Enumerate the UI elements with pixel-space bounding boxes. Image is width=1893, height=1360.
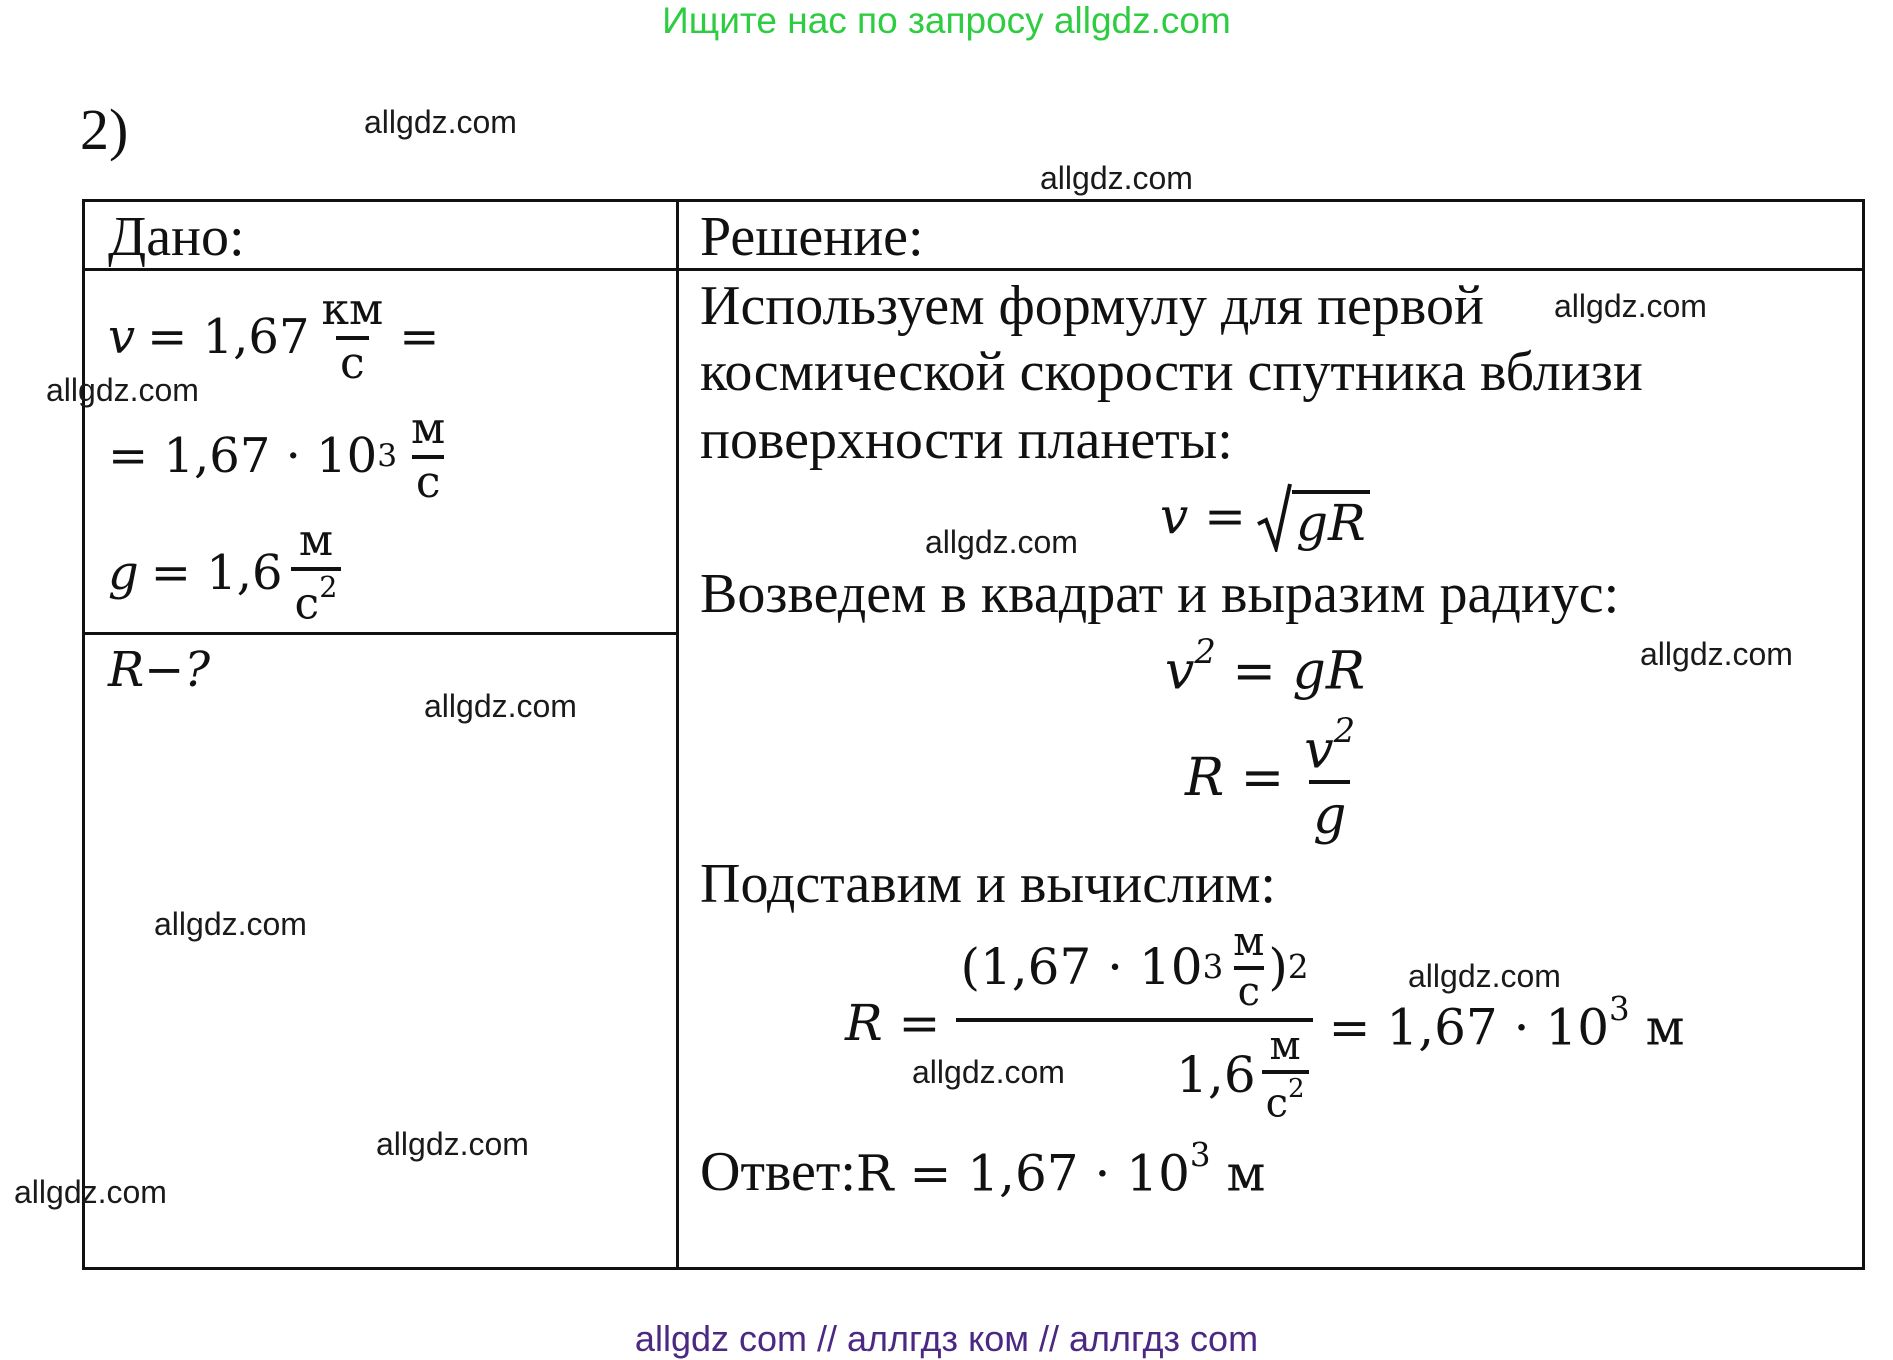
- solution-line5: Подставим и вычислим:: [700, 853, 1276, 915]
- given-g: [108, 515, 341, 631]
- table-right-border: [1862, 199, 1865, 1270]
- formula1-radicand: gR: [1292, 490, 1370, 552]
- v-si-exp: 3: [377, 438, 398, 474]
- formula-v-sqrt: [1160, 480, 1370, 552]
- solution-header: Решение:: [700, 206, 924, 268]
- formula1-lhs: v =: [1160, 487, 1247, 545]
- formula-r-from-v: [1185, 708, 1359, 848]
- given-find: R−?: [108, 642, 211, 698]
- given-header: Дано:: [108, 206, 245, 268]
- problem-number: 2): [80, 97, 129, 162]
- watermark: allgdz.com: [925, 524, 1078, 560]
- table-left-border: [82, 199, 85, 1270]
- calc-fraction: [956, 919, 1312, 1127]
- top-banner: Ищите нас по запросу allgdz.com: [662, 0, 1231, 41]
- v-unit-fraction: [317, 284, 387, 389]
- watermark: allgdz.com: [376, 1126, 529, 1162]
- v-unit-num: км: [321, 284, 384, 335]
- calc-lhs: R =: [845, 994, 941, 1052]
- formula3-fraction: $\frac{v^2}{g}$: [1304, 710, 1356, 847]
- v-si-unit-num: м: [411, 403, 446, 454]
- sqrt-sign: [1256, 480, 1292, 552]
- watermark: allgdz.com: [1640, 636, 1793, 672]
- sqrt: [1256, 480, 1370, 552]
- watermark: allgdz.com: [46, 372, 199, 408]
- g-value: = 1,6: [150, 545, 283, 601]
- answer-label: Ответ:: [700, 1141, 856, 1204]
- solution-line2: космической скорости спутника вблизи: [700, 341, 1643, 403]
- calc-denominator: 1,6 $\frac{м}{с^2}$: [956, 1018, 1312, 1124]
- g-unit-den: $с^2$: [291, 567, 342, 626]
- calc-numerator: (1,67 · 10 3 $\frac{м}{с}$ ) 2: [960, 919, 1309, 1016]
- calc-result: = $1,67 \cdot 10^3$ м: [1328, 989, 1685, 1057]
- watermark: allgdz.com: [1040, 160, 1193, 196]
- v-unit-den: с: [336, 336, 369, 386]
- table-bottom-border: [82, 1267, 1864, 1270]
- solution-line3: поверхности планеты:: [700, 409, 1233, 471]
- v-si-prefix: = 1,67 · 10: [108, 428, 378, 484]
- watermark: allgdz.com: [154, 906, 307, 942]
- answer-formula: $R = 1,67 \cdot 10^3$ м: [855, 1136, 1266, 1203]
- watermark: allgdz.com: [424, 688, 577, 724]
- calc-formula: [845, 918, 1685, 1128]
- watermark: allgdz.com: [1408, 958, 1561, 994]
- formula-v-squared: $v^2$ = gR: [1165, 632, 1365, 702]
- g-symbol: g: [108, 545, 139, 601]
- g-unit-fraction: [291, 515, 342, 630]
- g-unit-num: м: [298, 515, 334, 567]
- v-symbol: v: [108, 309, 136, 365]
- table-column-divider: [676, 199, 679, 1270]
- watermark: allgdz.com: [364, 104, 517, 140]
- solution-line4: Возведем в квадрат и выразим радиус:: [700, 563, 1620, 625]
- given-v-si: [108, 395, 449, 517]
- watermark: allgdz.com: [14, 1174, 167, 1210]
- v-eq-tail: =: [399, 309, 440, 365]
- v-si-unit-den: с: [412, 455, 445, 505]
- v-si-unit-fraction: [407, 403, 449, 508]
- table-top-border: [82, 199, 1864, 202]
- given-find-divider: [82, 632, 679, 635]
- solution-line1: Используем формулу для первой: [700, 275, 1484, 337]
- table-header-divider: [82, 268, 1864, 271]
- footer-links: allgdz com // аллгдз ком // аллгдз com: [634, 1318, 1259, 1359]
- formula3-lhs: R =: [1185, 748, 1285, 808]
- watermark: allgdz.com: [912, 1054, 1065, 1090]
- v-value: = 1,67: [147, 309, 310, 365]
- watermark: allgdz.com: [1554, 288, 1707, 324]
- answer-line: [700, 1136, 1265, 1204]
